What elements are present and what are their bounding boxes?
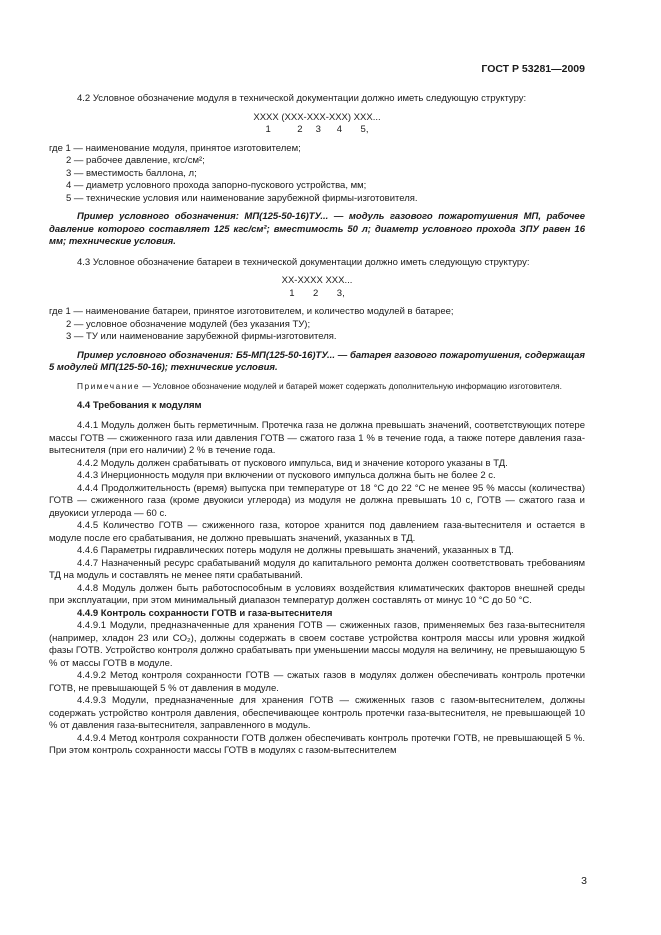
para-4-4-4: 4.4.4 Продолжительность (время) выпуска при температуре от 18 °С до 22 °С не менее 95 % массы (количества) ГОТВ — сжиженного газа (кроме двуокиси углерода) из модуля не должна превышать 10 с, ГОТВ — сжатого газа и двуокиси углерода — 60 с. [49, 482, 585, 519]
page-number: 3 [581, 875, 587, 887]
section-4-4-9-title: 4.4.9 Контроль сохранности ГОТВ и газа-вытеснителя [77, 607, 333, 619]
note [49, 381, 585, 392]
para-4-4-9-1: 4.4.9.1 Модули, предназначенные для хранения ГОТВ — сжиженных газов, применяемых без газа-вытеснителя (например, хладон 23 или CO₂), должны содержать в своем составе устройства контроля массы или уровня жидкой фазы ГОТВ. Устройство контроля должно срабатывать при уменьшении массы модуля на величину, не превышающую 5 % от массы ГОТВ в модуле. [49, 620, 585, 669]
section-4-4-title: 4.4 Требования к модулям [77, 399, 202, 411]
para-4-4-9-2: 4.4.9.2 Метод контроля сохранности ГОТВ — сжатых газов в модулях должен обеспечивать контроль протечки ГОТВ, не превышающей 5 % от давления в модуле. [49, 670, 585, 694]
para-4-4-7: 4.4.7 Назначенный ресурс срабатываний модуля до капитального ремонта должен соответствовать требованиям ТД на модуль и составлять не менее пяти срабатываний. [49, 557, 585, 581]
battery-legend-item: 3 — ТУ или наименование зарубежной фирмы-изготовителя. [66, 331, 337, 342]
para-4-4-1: 4.4.1 Модуль должен быть герметичным. Протечка газа не должна превышать значений, соответствующих потере массы ГОТВ — сжиженного газа или давления ГОТВ — сжатого газа 1 % в течение года, а также потере давления газа-вытеснителя (при его наличии) 2 % в течение года. [49, 420, 585, 456]
para-4-3: 4.3 Условное обозначение батареи в технической документации должно иметь следующую структуру: [77, 256, 530, 268]
module-formula-numbers: 1 2 3 4 5, [265, 124, 369, 135]
battery-legend-item: где 1 — наименование батареи, принятое изготовителем, и количество модулей в батарее; [49, 306, 454, 317]
para-4-4-6: 4.4.6 Параметры гидравлических потерь модуля не должны превышать значений, указанных в ТД. [77, 545, 514, 556]
module-legend-item: 5 — технические условия или наименование зарубежной фирмы-изготовителя. [66, 192, 418, 204]
para-4-4-9-3: 4.4.9.3 Модули, предназначенные для хранения ГОТВ — сжиженных газов с газом-вытеснителем, должны содержать устройство контроля давления, обеспечивающее контроль протечки газа-вытеснителя, не превышающей 10 % от давления газа-вытеснителя, заправленного в модуль. [49, 695, 585, 731]
module-legend-item: 2 — рабочее давление, кгс/см²; [66, 155, 205, 166]
standard-header: ГОСТ Р 53281—2009 [481, 63, 585, 75]
battery-formula: ХХ-ХХХХ ХХХ... [281, 275, 353, 286]
battery-legend-item: 2 — условное обозначение модулей (без указания ТУ); [66, 318, 311, 330]
para-4-4-8: 4.4.8 Модуль должен быть работоспособным в условиях воздействия климатических факторов внешней среды при эксплуатации, при этом минимальный диапазон температур должен составлять от минус 10 °С до 50 °С. [49, 582, 585, 606]
para-4-2: 4.2 Условное обозначение модуля в технической документации должно иметь следующую структуру: [77, 93, 527, 104]
para-4-4-9-4: 4.4.9.4 Метод контроля сохранности ГОТВ должен обеспечивать контроль протечки ГОТВ, не превышающей 5 %. При этом контроль сохранности массы ГОТВ в модулях с газом-вытеснителем [49, 732, 585, 756]
para-4-4-5: 4.4.5 Количество ГОТВ — сжиженного газа, которое хранится под давлением газа-вытеснителя и остается в модуле после его срабатывания, не должно превышать значений, указанных в ТД. [49, 520, 585, 544]
note-text: — Условное обозначение модулей и батарей может содержать дополнительную информацию изготовителя. [140, 380, 562, 391]
module-legend-item: 4 — диаметр условного прохода запорно-пускового устройства, мм; [66, 180, 367, 191]
note-label: Примечание [77, 380, 141, 391]
module-legend-item: где 1 — наименование модуля, принятое изготовителем; [49, 142, 301, 154]
module-legend-item: 3 — вместимость баллона, л; [66, 167, 197, 179]
module-formula: ХХХХ (ХХХ-ХХХ-ХХХ) ХХХ... [253, 111, 381, 123]
module-example: Пример условного обозначения: МП(125-50-16)ТУ... — модуль газового пожаротушения МП, рабочее давление которого составляет 125 кгс/см²; вместимость 50 л; диаметр условного прохода ЗПУ равен 16 мм; технические условия. [49, 211, 585, 247]
battery-formula-numbers: 1 2 3, [289, 287, 345, 299]
para-4-4-3: 4.4.3 Инерционность модуля при включении от пускового импульса должна быть не более 2 с. [77, 470, 496, 481]
battery-example: Пример условного обозначения: Б5-МП(125-50-16)ТУ... — батарея газового пожаротушения, содержащая 5 модулей МП(125-50-16); технические условия. [49, 349, 585, 373]
para-4-4-2: 4.4.2 Модуль должен срабатывать от пускового импульса, вид и значение которого указаны в ТД. [77, 457, 508, 469]
page-body [49, 93, 585, 758]
